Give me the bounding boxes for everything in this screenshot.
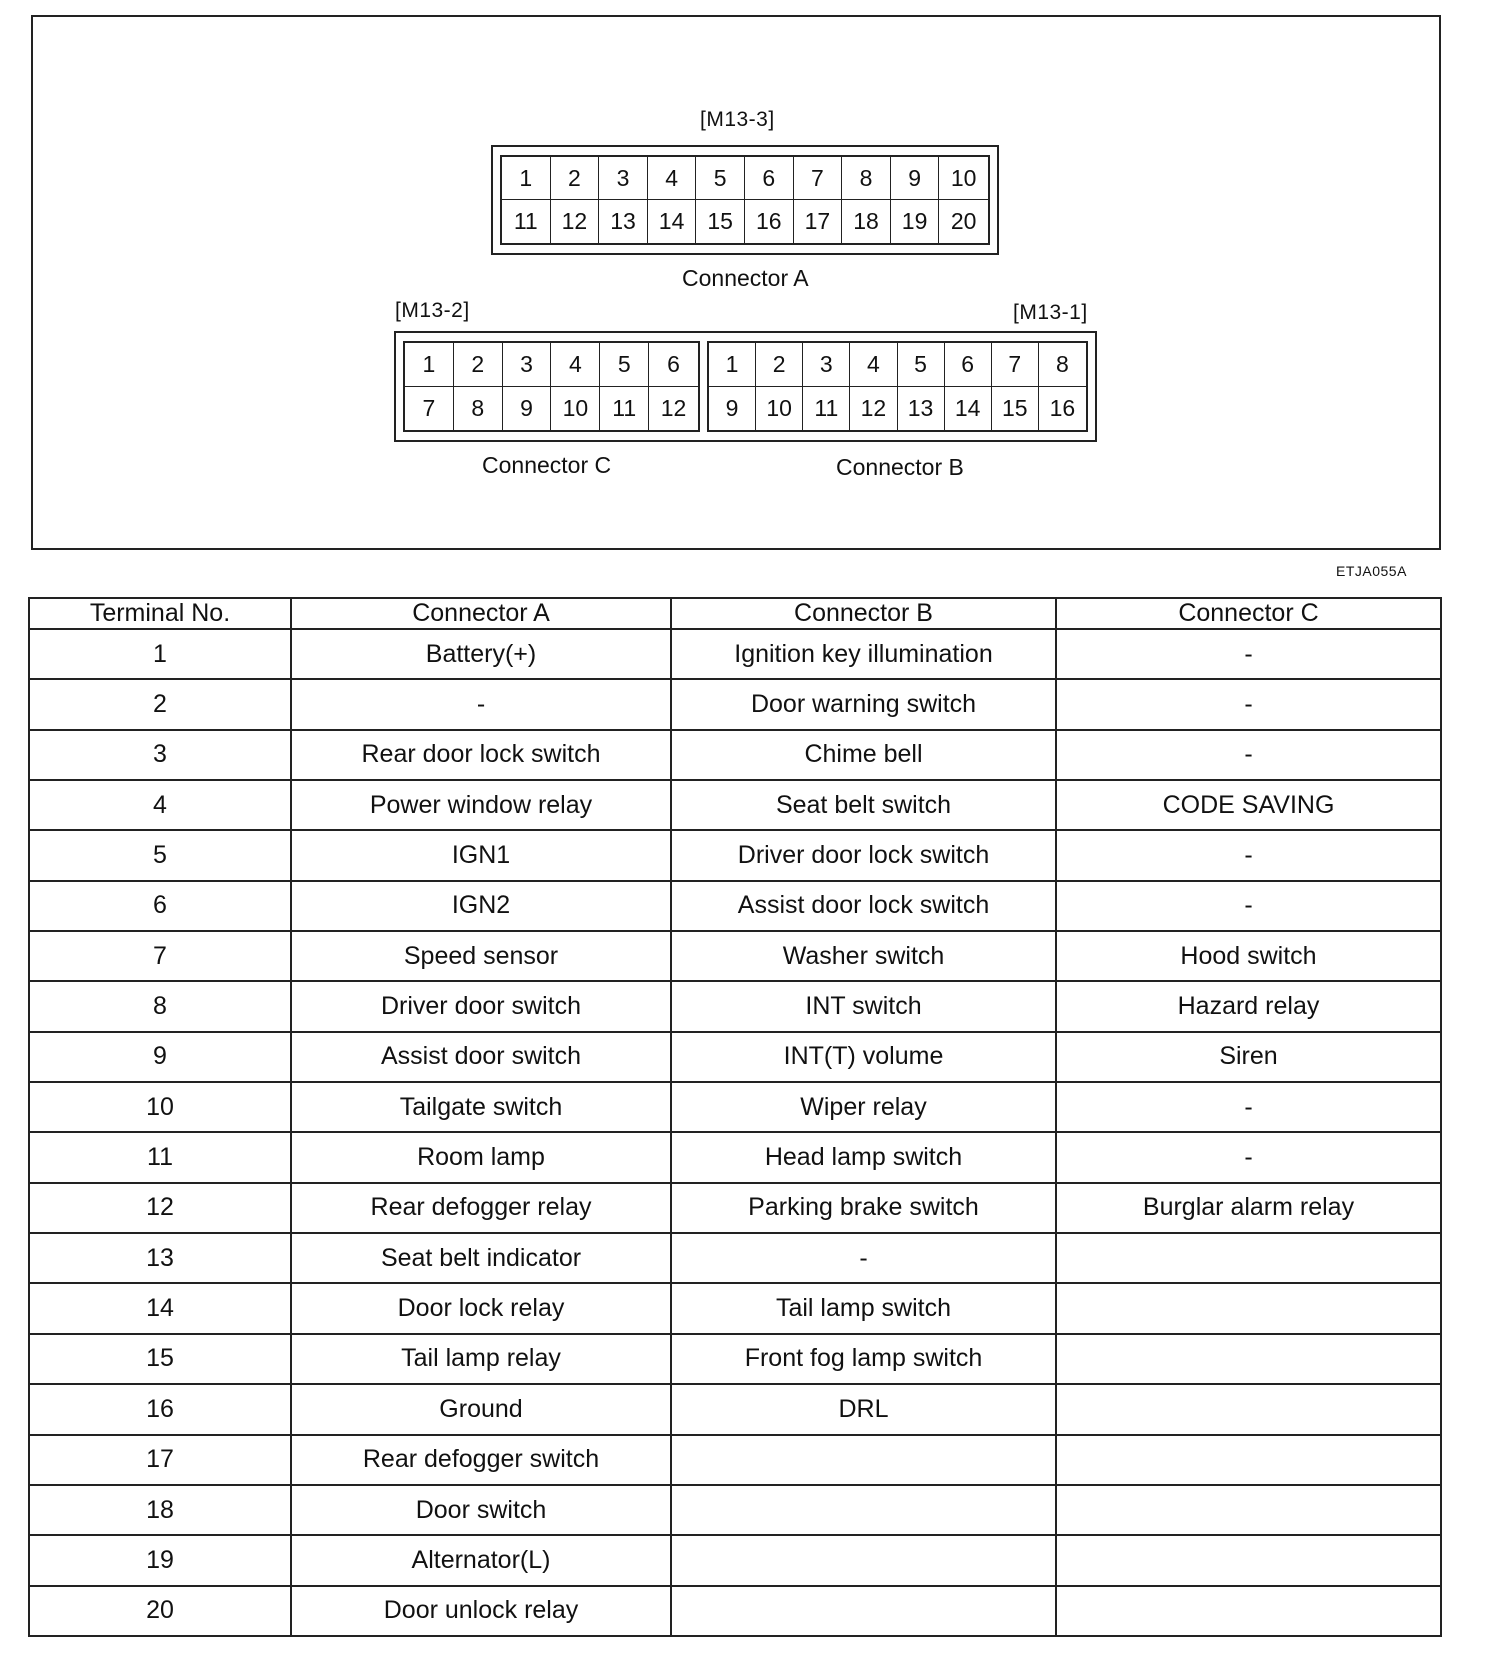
connector-a-cell: Power window relay [291,780,671,830]
terminal-no-cell: 16 [29,1384,291,1434]
terminal-no-cell: 17 [29,1435,291,1485]
connector-b-cell: Assist door lock switch [671,881,1056,931]
connector-b-cell [671,1586,1056,1636]
connector-a-cell: Assist door switch [291,1032,671,1082]
connector-b-cell: Washer switch [671,931,1056,981]
connector-b-cell: Parking brake switch [671,1183,1056,1233]
connector-a-pin: 8 [842,157,891,200]
connector-a-pin: 7 [794,157,843,200]
connector-b-pin: 2 [756,343,803,387]
table-header-row [29,598,1441,629]
connector-a-pin: 12 [551,200,600,243]
connector-a-cell: - [291,679,671,729]
connector-c-cell: - [1056,629,1441,679]
header-connector-a: Connector A [291,598,671,629]
table-row [29,679,1441,729]
connector-a-pin: 6 [745,157,794,200]
connector-b-cell: Chime bell [671,730,1056,780]
connector-b-cell [671,1435,1056,1485]
connector-a-pin: 19 [891,200,940,243]
connector-a-pin: 17 [794,200,843,243]
connector-c-cell [1056,1233,1441,1283]
connector-b-cell: Wiper relay [671,1082,1056,1132]
connector-a-cell: Door switch [291,1485,671,1535]
table-row [29,981,1441,1031]
connector-a-cell: Door lock relay [291,1283,671,1333]
connector-c-pin: 11 [600,387,649,431]
connector-b-pin: 3 [803,343,850,387]
connector-b-cell: - [671,1233,1056,1283]
connector-b-cell: Driver door lock switch [671,830,1056,880]
table-row [29,730,1441,780]
table-row [29,1082,1441,1132]
connector-a-cell: Rear defogger relay [291,1183,671,1233]
connector-c-pin: 12 [660,394,687,421]
connector-c-cell [1056,1485,1441,1535]
connector-c-pin-grid [403,341,700,432]
connector-a-pin: 20 [950,208,977,234]
connector-a-pin: 4 [648,157,697,200]
connector-c-cell: Hazard relay [1056,981,1441,1031]
table-row [29,1485,1441,1535]
terminal-no-cell: 5 [29,830,291,880]
connector-b-pin: 13 [898,387,945,431]
terminal-no-cell: 8 [29,981,291,1031]
connector-c-pin: 8 [454,387,503,431]
header-connector-b: Connector B [671,598,1056,629]
connector-c-cell [1056,1384,1441,1434]
terminal-no-cell: 18 [29,1485,291,1535]
connector-b-cell [671,1535,1056,1585]
connector-c-pin: 2 [454,343,503,387]
connector-c-cell: - [1056,679,1441,729]
connector-c-cell [1056,1586,1441,1636]
connector-b-pin: 6 [945,343,992,387]
table-row [29,1535,1441,1585]
table-row [29,881,1441,931]
connector-a-cell: Driver door switch [291,981,671,1031]
connector-b-cell: Front fog lamp switch [671,1334,1056,1384]
connector-a-pin: 18 [842,200,891,243]
connector-a-cell: Ground [291,1384,671,1434]
connector-b-pin: 16 [1049,394,1076,421]
table-row [29,1586,1441,1636]
connector-b-cell: INT(T) volume [671,1032,1056,1082]
connector-b-cell: Door warning switch [671,679,1056,729]
table-row [29,1384,1441,1434]
connector-b-pin: 7 [992,343,1039,387]
connector-a-pin: 2 [551,157,600,200]
header-connector-c: Connector C [1056,598,1441,629]
table-row [29,1233,1441,1283]
connector-a-cell: Speed sensor [291,931,671,981]
table-row [29,1435,1441,1485]
terminal-no-cell: 7 [29,931,291,981]
terminal-no-cell: 10 [29,1082,291,1132]
table-row [29,931,1441,981]
terminal-no-cell: 2 [29,679,291,729]
connector-a-cell: Room lamp [291,1132,671,1182]
connector-b-pin: 10 [756,387,803,431]
table-row [29,629,1441,679]
connector-b-cell: DRL [671,1384,1056,1434]
connector-a-cell: Rear defogger switch [291,1435,671,1485]
connector-a-cell: IGN2 [291,881,671,931]
connector-c-pin: 6 [649,343,698,387]
table-row [29,1132,1441,1182]
connector-c-pin: 3 [503,343,552,387]
connector-b-cell: Tail lamp switch [671,1283,1056,1333]
terminal-no-cell: 6 [29,881,291,931]
connector-cb-housing [394,331,1097,442]
connector-b-pin-grid [707,341,1088,432]
connector-a [491,145,999,255]
connector-c-code: [M13-2] [395,299,470,322]
connector-a-pin: 16 [745,200,794,243]
connector-a-cell: Tail lamp relay [291,1334,671,1384]
connector-c-pin: 9 [503,387,552,431]
connector-b-cell: Ignition key illumination [671,629,1056,679]
connector-b-code: [M13-1] [1013,301,1088,324]
connector-b-pin: 1 [709,343,756,387]
connector-a-pin-grid [500,155,990,245]
connector-b-cell: Head lamp switch [671,1132,1056,1182]
connector-a-cell: Door unlock relay [291,1586,671,1636]
terminal-no-cell: 11 [29,1132,291,1182]
terminal-no-cell: 15 [29,1334,291,1384]
terminal-no-cell: 1 [29,629,291,679]
table-row [29,780,1441,830]
connector-c-caption: Connector C [482,452,612,478]
connector-a-cell: Tailgate switch [291,1082,671,1132]
connector-c-cell: Hood switch [1056,931,1441,981]
connector-a-code: [M13-3] [700,108,775,131]
table-row [29,1334,1441,1384]
connector-a-cell: Rear door lock switch [291,730,671,780]
connector-c-cell: - [1056,1082,1441,1132]
connector-b-pin: 9 [709,387,756,431]
table-row [29,1032,1441,1082]
connector-c-cell: - [1056,830,1441,880]
connector-c-pin: 5 [600,343,649,387]
connector-c-cell: Siren [1056,1032,1441,1082]
connector-c-cell: - [1056,730,1441,780]
connector-a-pin: 10 [939,157,988,200]
connector-b-pin: 12 [850,387,897,431]
terminal-no-cell: 4 [29,780,291,830]
connector-a-pin: 1 [502,157,551,200]
connector-c-cell [1056,1334,1441,1384]
connector-c-cell [1056,1535,1441,1585]
terminal-table [28,597,1442,1637]
connector-b-pin: 5 [898,343,945,387]
table-row [29,1283,1441,1333]
connector-b-pin: 15 [992,387,1039,431]
connector-a-pin: 15 [696,200,745,243]
connector-c-pin: 7 [405,387,454,431]
figure-id: ETJA055A [1336,563,1407,579]
connector-a-pin: 11 [502,200,551,243]
connector-a-cell: Alternator(L) [291,1535,671,1585]
terminal-no-cell: 9 [29,1032,291,1082]
connector-c-cell [1056,1283,1441,1333]
connector-c-cell: Burglar alarm relay [1056,1183,1441,1233]
connector-a-cell: IGN1 [291,830,671,880]
header-terminal-no: Terminal No. [29,598,291,629]
table-body [29,629,1441,1636]
connector-c-cell: CODE SAVING [1056,780,1441,830]
connector-b-cell [671,1485,1056,1535]
connector-a-pin: 14 [648,200,697,243]
terminal-no-cell: 3 [29,730,291,780]
terminal-no-cell: 13 [29,1233,291,1283]
table-row [29,830,1441,880]
terminal-no-cell: 12 [29,1183,291,1233]
terminal-no-cell: 20 [29,1586,291,1636]
connector-a-caption: Connector A [682,265,809,291]
connector-a-cell: Seat belt indicator [291,1233,671,1283]
connector-b-cell: INT switch [671,981,1056,1031]
connector-b-pin: 8 [1039,343,1086,387]
connector-b-pin: 11 [803,387,850,431]
connector-c-cell: - [1056,881,1441,931]
connector-c-pin: 10 [551,387,600,431]
connector-c-pin: 4 [551,343,600,387]
connector-c-pin: 1 [405,343,454,387]
terminal-no-cell: 19 [29,1535,291,1585]
connector-a-pin: 3 [599,157,648,200]
connector-b-pin: 4 [850,343,897,387]
connector-a-pin: 13 [599,200,648,243]
connector-c-cell [1056,1435,1441,1485]
connector-a-pin: 5 [696,157,745,200]
connector-c-cell: - [1056,1132,1441,1182]
connector-b-cell: Seat belt switch [671,780,1056,830]
connector-b-pin: 14 [945,387,992,431]
connector-a-cell: Battery(+) [291,629,671,679]
connector-a-pin: 9 [891,157,940,200]
connector-b-caption: Connector B [836,454,964,480]
terminal-no-cell: 14 [29,1283,291,1333]
table-row [29,1183,1441,1233]
